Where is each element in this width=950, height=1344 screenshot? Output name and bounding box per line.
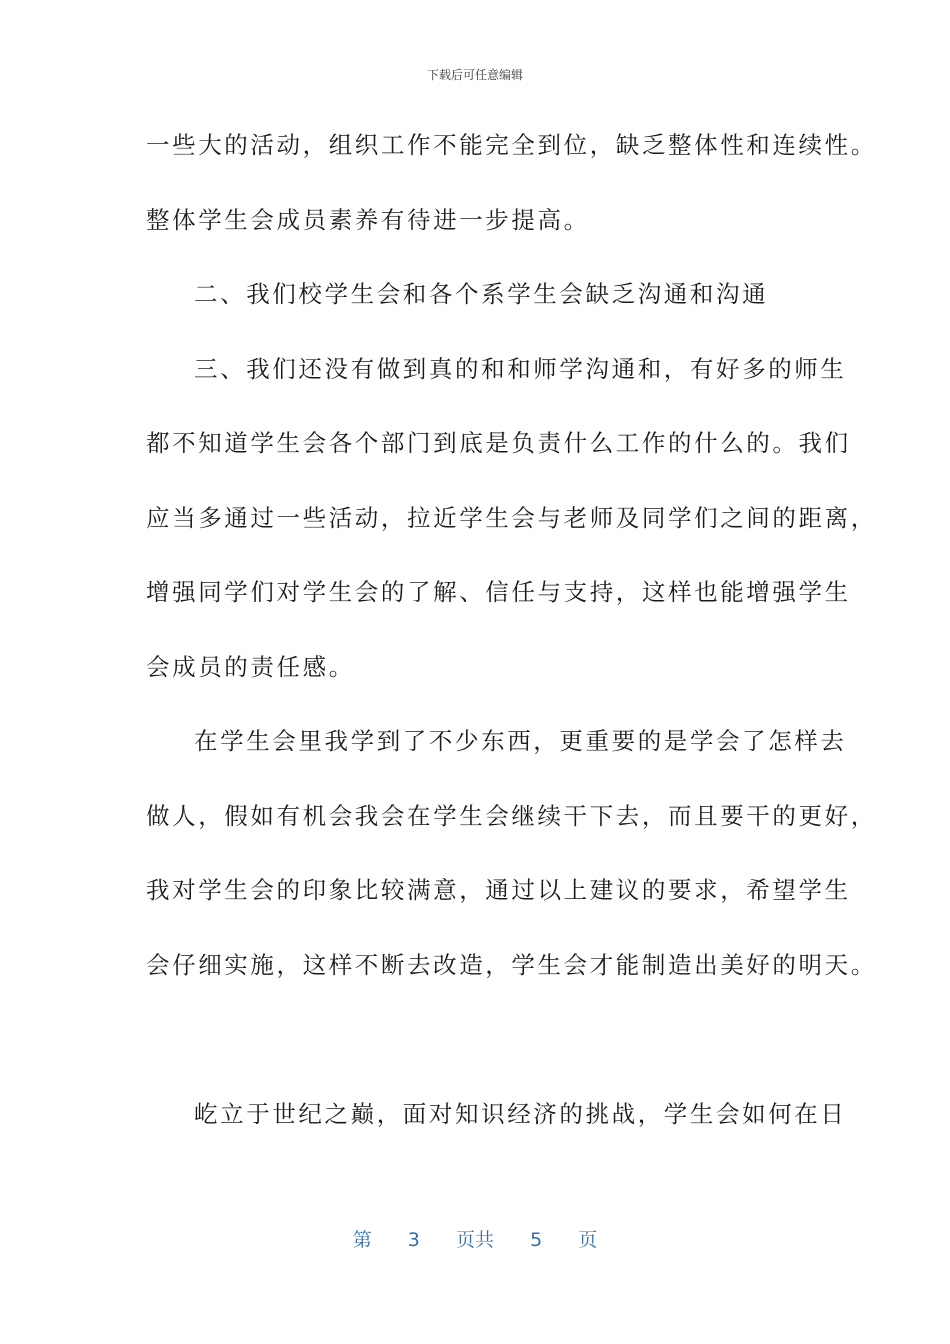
text-line-3: 二、我们校学生会和各个系学生会缺乏沟通和沟通 — [194, 280, 769, 308]
text-line-2: 整体学生会成员素养有待进一步提高。 — [146, 205, 590, 234]
footer-middle: 页共 — [455, 1229, 494, 1251]
footer-page-number: 3 — [407, 1229, 420, 1251]
text-line-9: 在学生会里我学到了不少东西，更重要的是学会了怎样去 — [194, 727, 847, 755]
text-line-4: 三、我们还没有做到真的和和师学沟通和，有好多的师生 — [194, 354, 847, 383]
text-line-1: 一些大的活动，组织工作不能完全到位，缺乏整体性和连续性。 — [146, 131, 877, 159]
text-line-10: 做人，假如有机会我会在学生会继续干下去，而且要干的更好， — [146, 801, 877, 830]
text-line-5: 都不知道学生会各个部门到底是负责什么工作的什么的。我们 — [146, 429, 851, 457]
text-line-14: 屹立于世纪之巅，面对知识经济的挑战，学生会如何在日 — [194, 1099, 847, 1128]
text-line-12: 会仔细实施，这样不断去改造，学生会才能制造出美好的明天。 — [146, 950, 877, 979]
text-line-6: 应当多通过一些活动，拉近学生会与老师及同学们之间的距离， — [146, 503, 877, 532]
text-line-8: 会成员的责任感。 — [146, 652, 355, 681]
text-line-7: 增强同学们对学生会的了解、信任与支持，这样也能增强学生 — [146, 578, 851, 606]
page-header: 下载后可任意编辑 — [426, 68, 523, 82]
blank-line — [146, 1021, 816, 1096]
page-footer — [0, 1225, 950, 1252]
text-line-11: 我对学生会的印象比较满意，通过以上建议的要求，希望学生 — [146, 876, 851, 904]
footer-total-pages: 5 — [530, 1229, 543, 1251]
footer-prefix: 第 — [352, 1229, 372, 1251]
document-body — [146, 127, 877, 1170]
footer-suffix: 页 — [578, 1229, 598, 1251]
